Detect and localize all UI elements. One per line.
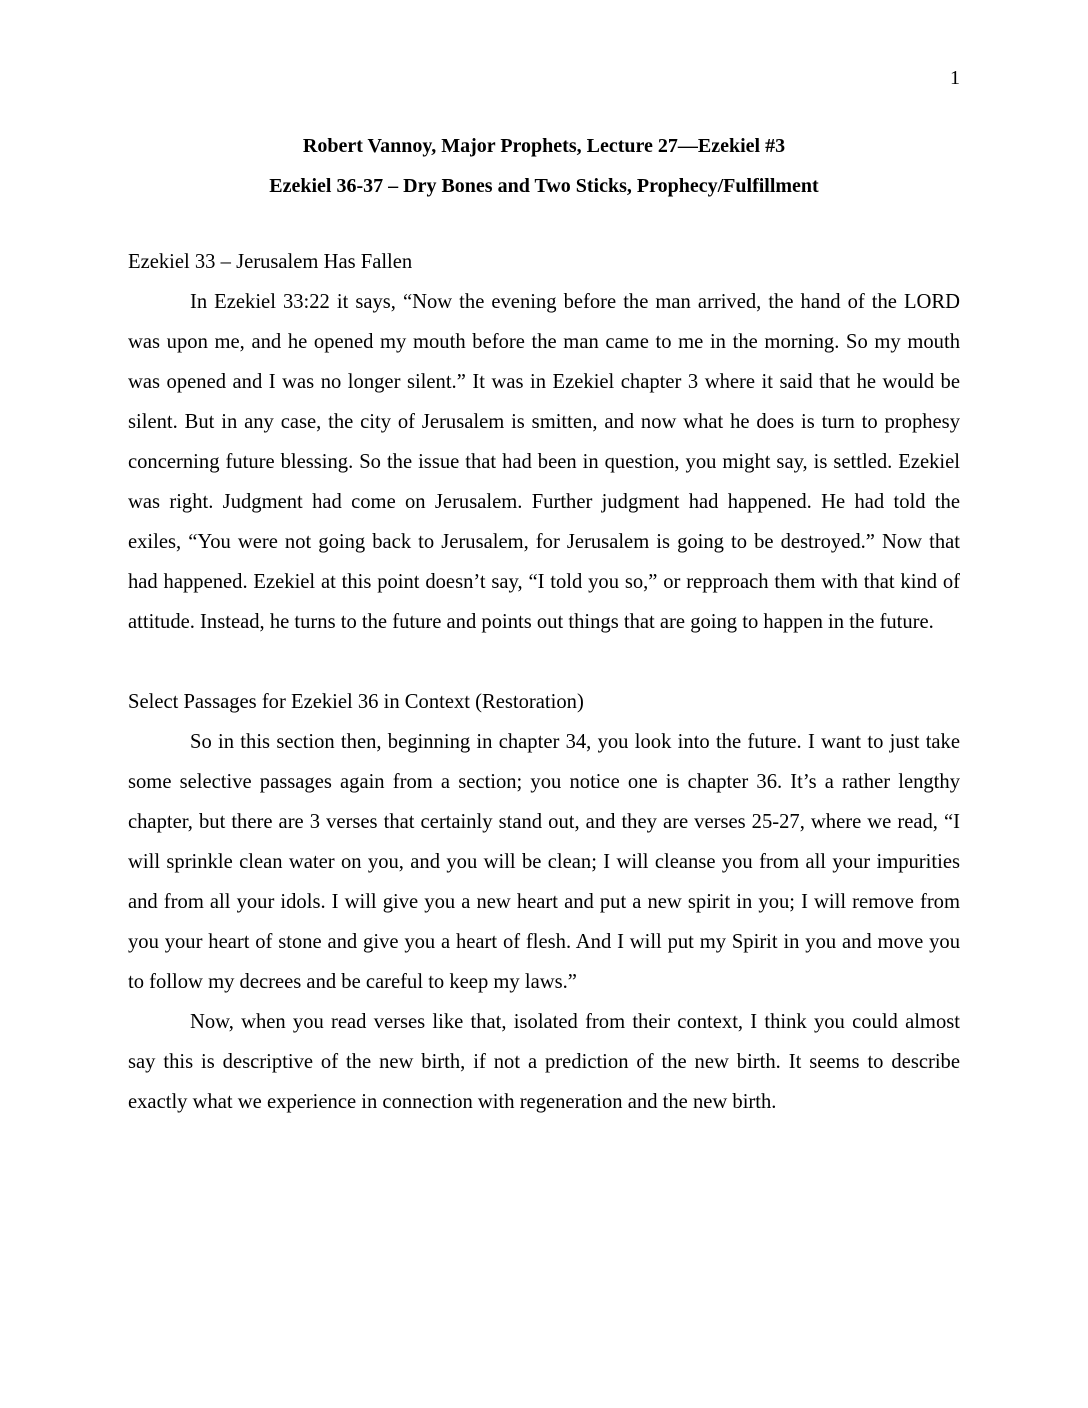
page-number: 1	[950, 67, 960, 89]
title-line-2: Ezekiel 36-37 – Dry Bones and Two Sticks, Prophecy/Fulfillment	[269, 175, 819, 197]
title-line-1: Robert Vannoy, Major Prophets, Lecture 27—Ezekiel #3	[302, 135, 786, 157]
section-heading-select-passages: Select Passages for Ezekiel 36 in Context (Restoration)	[128, 691, 584, 713]
paragraph: In Ezekiel 33:22 it says, “Now the evening before the man arrived, the hand of the LORD was upon me, and he opened my mouth before the man came to me in the morning. So my mouth was opened and I was no longer silent.” It was in Ezekiel chapter 3 where it said that he would be silent. But in any case, the city of Jerusalem is smitten, and now what he does is turn to prophesy concerning future blessing. So the issue that had been in question, you might say, is settled. Ezekiel was right. Judgment had come on Jerusalem. Further judgment had happened. He had told the exiles, “You were not going back to Jerusalem, for Jerusalem is going to be destroyed.” Now that had happened. Ezekiel at this point doesn’t say, “I told you so,” or repproach them with that kind of attitude. Instead, he turns to the future and points out things that are going to happen in the future.	[128, 291, 960, 633]
paragraph: So in this section then, beginning in chapter 34, you look into the future. I want to just take some selective passages again from a section; you notice one is chapter 36. It’s a rather lengthy chapter, but there are 3 verses that certainly stand out, and they are verses 25-27, where we read, “I will sprinkle clean water on you, and you will be clean; I will cleanse you from all your impurities and from all your idols. I will give you a new heart and put a new spirit in you; I will remove from you your heart of stone and give you a heart of flesh. And I will put my Spirit in you and move you to follow my decrees and be careful to keep my laws.”	[128, 731, 960, 993]
section-heading-jerusalem-fallen: Ezekiel 33 – Jerusalem Has Fallen	[128, 251, 413, 273]
document-title	[128, 126, 960, 206]
document-body	[128, 242, 960, 1122]
section-gap	[128, 642, 960, 682]
paragraph: Now, when you read verses like that, isolated from their context, I think you could almost say this is descriptive of the new birth, if not a prediction of the new birth. It seems to describe exactly what we experience in connection with regeneration and the new birth.	[128, 1011, 960, 1113]
